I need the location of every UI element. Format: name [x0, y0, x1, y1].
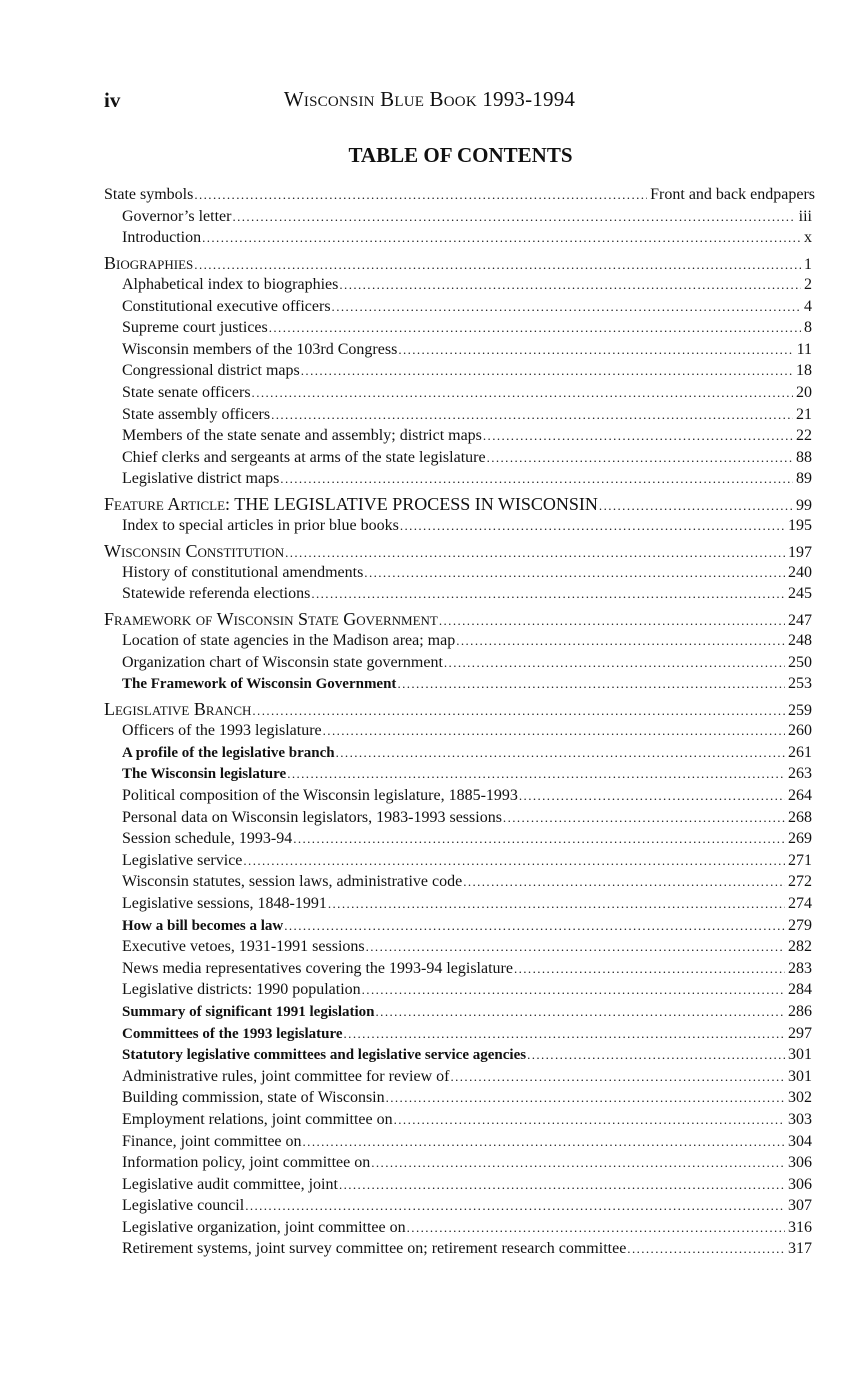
dot-leader	[456, 633, 785, 649]
toc-entry-page: 88	[796, 448, 812, 466]
toc-entry	[0, 632, 859, 654]
toc-entry	[0, 675, 859, 697]
toc-entry-page: 274	[788, 894, 812, 912]
toc-entry-page: 11	[796, 340, 812, 358]
toc-entry	[0, 744, 859, 766]
toc-section-entry	[0, 253, 859, 276]
toc-entry-page: 283	[788, 959, 812, 977]
toc-entry-page: 240	[788, 563, 812, 581]
toc-entry-label: Legislative sessions, 1848-1991	[122, 894, 327, 912]
toc-entry-label: Congressional district maps	[122, 362, 300, 380]
toc-entry	[0, 362, 859, 384]
toc-entry	[0, 1046, 859, 1068]
toc-entry	[0, 1197, 859, 1219]
toc-entry-page: 261	[788, 743, 812, 761]
toc-entry-label: Legislative service	[122, 851, 243, 869]
toc-entry-page: 317	[788, 1240, 812, 1258]
toc-entry-label: Alphabetical index to biographies	[122, 275, 339, 293]
toc-entry-label: Committees of the 1993 legislature	[122, 1025, 343, 1042]
toc-entry-label: Framework of Wisconsin State Government	[104, 609, 438, 630]
toc-entry-page: 1	[804, 255, 812, 273]
toc-entry-page: 253	[788, 675, 812, 693]
toc-entry-page: iii	[798, 207, 812, 225]
running-head: Wisconsin Blue Book 1993-1994	[283, 87, 576, 111]
dot-leader	[202, 230, 801, 246]
dot-leader	[407, 1220, 785, 1236]
table-of-contents	[0, 186, 859, 1262]
toc-entry	[0, 319, 859, 341]
toc-entry-label: Statewide referenda elections	[122, 585, 311, 603]
toc-entry-page: 279	[788, 916, 812, 934]
toc-entry	[0, 298, 859, 320]
dot-leader	[301, 363, 793, 379]
dot-leader	[487, 450, 793, 466]
toc-entry-page: 301	[788, 1046, 812, 1064]
toc-entry	[0, 1176, 859, 1198]
toc-entry-page: 316	[788, 1218, 812, 1236]
dot-leader	[311, 586, 785, 602]
toc-entry	[0, 1003, 859, 1025]
dot-leader	[450, 1069, 785, 1085]
dot-leader	[627, 1241, 785, 1257]
dot-leader	[366, 939, 785, 955]
toc-entry	[0, 470, 859, 492]
dot-leader	[519, 788, 785, 804]
dot-leader	[303, 1134, 785, 1150]
toc-entry-page: 307	[788, 1197, 812, 1215]
toc-entry	[0, 341, 859, 363]
toc-entry-page: 263	[788, 765, 812, 783]
toc-entry	[0, 1025, 859, 1047]
dot-leader	[332, 299, 801, 315]
toc-entry-page: 268	[788, 808, 812, 826]
toc-entry-label: Finance, joint committee on	[122, 1132, 302, 1150]
toc-entry	[0, 1240, 859, 1262]
dot-leader	[336, 745, 785, 761]
toc-entry-label: Wisconsin statutes, session laws, administrative code	[122, 873, 463, 891]
toc-entry-label: A profile of the legislative branch	[122, 744, 335, 761]
toc-entry	[0, 276, 859, 298]
toc-entry-page: 247	[788, 612, 812, 630]
toc-entry	[0, 981, 859, 1003]
toc-entry	[0, 585, 859, 607]
toc-entry-page: 306	[788, 1175, 812, 1193]
toc-entry-label: Biographies	[104, 252, 194, 273]
toc-section-entry	[0, 541, 859, 564]
toc-entry-label: Supreme court justices	[122, 319, 268, 337]
toc-entry	[0, 852, 859, 874]
toc-entry	[0, 449, 859, 471]
toc-entry	[0, 654, 859, 676]
toc-entry-page: 18	[796, 362, 812, 380]
dot-leader	[280, 471, 793, 487]
toc-entry-page: 2	[804, 275, 812, 293]
toc-entry-label: Information policy, joint committee on	[122, 1154, 371, 1172]
toc-entry-label: Introduction	[122, 229, 202, 247]
toc-entry-label: Employment relations, joint committee on	[122, 1110, 393, 1128]
toc-entry	[0, 1111, 859, 1133]
dot-leader	[439, 613, 785, 629]
toc-entry-label: Members of the state senate and assembly; district maps	[122, 427, 482, 445]
toc-entry-label: Legislative council	[122, 1197, 245, 1215]
toc-entry-page: Front and back endpapers	[650, 186, 815, 203]
dot-leader	[323, 723, 785, 739]
toc-entry-page: 8	[804, 319, 812, 337]
toc-entry-page: 271	[788, 851, 812, 869]
toc-section-entry	[0, 494, 859, 517]
toc-entry-page: 259	[788, 702, 812, 720]
dot-leader	[252, 703, 785, 719]
toc-entry	[0, 406, 859, 428]
toc-entry-label: State symbols	[104, 186, 194, 203]
toc-entry-label: Executive vetoes, 1931-1991 sessions	[122, 938, 365, 956]
toc-entry-label: The Framework of Wisconsin Government	[122, 676, 397, 693]
toc-entry-page: 297	[788, 1024, 812, 1042]
dot-leader	[271, 407, 793, 423]
toc-entry-label: The Wisconsin legislature	[122, 766, 287, 783]
toc-entry-page: 282	[788, 938, 812, 956]
toc-entry-label: News media representatives covering the 1993-94 legislature	[122, 959, 513, 977]
toc-entry-label: Legislative organization, joint committee on	[122, 1218, 406, 1236]
dot-leader	[400, 518, 785, 534]
toc-entry-page: 286	[788, 1002, 812, 1020]
toc-entry-page: 99	[796, 496, 812, 514]
dot-leader	[284, 918, 785, 934]
toc-entry-page: 89	[796, 470, 812, 488]
toc-entry-label: State assembly officers	[122, 405, 271, 423]
toc-entry	[0, 917, 859, 939]
toc-entry-label: Chief clerks and sergeants at arms of the state legislature	[122, 448, 486, 466]
dot-leader	[232, 209, 795, 225]
dot-leader	[394, 1112, 785, 1128]
dot-leader	[397, 676, 785, 692]
toc-entry-label: Summary of significant 1991 legislation	[122, 1003, 375, 1020]
toc-entry-page: 264	[788, 787, 812, 804]
toc-entry	[0, 427, 859, 449]
dot-leader	[287, 766, 785, 782]
toc-entry-label: Legislative district maps	[122, 470, 280, 488]
toc-entry-label: Index to special articles in prior blue books	[122, 517, 399, 535]
dot-leader	[527, 1047, 785, 1063]
dot-leader	[398, 342, 793, 358]
toc-entry-label: Administrative rules, joint committee for review of	[122, 1067, 450, 1085]
toc-entry-label: Legislative districts: 1990 population	[122, 981, 361, 999]
toc-entry-page: 248	[788, 632, 812, 650]
toc-entry-label: Governor’s letter	[122, 207, 232, 225]
toc-entry-label: Retirement systems, joint survey committee on; retirement research committee	[122, 1240, 627, 1258]
toc-entry-page: x	[804, 229, 812, 247]
toc-title: TABLE OF CONTENTS	[348, 143, 573, 167]
toc-entry-label: Organization chart of Wisconsin state government	[122, 653, 443, 671]
toc-entry	[0, 1154, 859, 1176]
toc-entry	[0, 1089, 859, 1111]
toc-entry	[0, 895, 859, 917]
toc-entry	[0, 1068, 859, 1090]
toc-entry-label: State senate officers	[122, 383, 251, 401]
dot-leader	[285, 545, 785, 561]
toc-entry	[0, 722, 859, 744]
toc-entry-label: History of constitutional amendments	[122, 563, 364, 581]
dot-leader	[444, 655, 785, 671]
toc-entry-label: Legislative audit committee, joint	[122, 1175, 338, 1193]
toc-section-entry	[0, 609, 859, 632]
toc-entry	[0, 765, 859, 787]
toc-entry-label: Session schedule, 1993-94	[122, 830, 293, 848]
toc-entry-label: Building commission, state of Wisconsin	[122, 1089, 385, 1107]
dot-leader	[243, 853, 785, 869]
toc-entry-label: Legislative Branch	[104, 699, 252, 720]
toc-entry-label: Wisconsin Constitution	[104, 540, 285, 561]
toc-entry	[0, 186, 859, 208]
page-number: iv	[104, 88, 121, 112]
dot-leader	[328, 896, 785, 912]
dot-leader	[362, 982, 785, 998]
dot-leader	[293, 831, 785, 847]
dot-leader	[514, 961, 785, 977]
toc-entry-page: 21	[796, 405, 812, 423]
toc-entry-page: 197	[788, 543, 812, 561]
toc-entry	[0, 517, 859, 539]
dot-leader	[344, 1026, 785, 1042]
toc-entry	[0, 873, 859, 895]
toc-entry-page: 20	[796, 383, 812, 401]
dot-leader	[376, 1004, 785, 1020]
toc-entry-page: 260	[788, 722, 812, 740]
toc-entry-page: 245	[788, 585, 812, 603]
toc-entry-page: 250	[788, 653, 812, 671]
toc-entry	[0, 1133, 859, 1155]
toc-entry-label: Officers of the 1993 legislature	[122, 722, 322, 740]
toc-entry	[0, 809, 859, 831]
toc-entry	[0, 1219, 859, 1241]
toc-entry-label: Political composition of the Wisconsin legislature, 1885-1993	[122, 787, 518, 804]
toc-entry-page: 269	[788, 830, 812, 848]
toc-entry-page: 303	[788, 1110, 812, 1128]
toc-entry-label: Constitutional executive officers	[122, 297, 331, 315]
toc-entry-page: 284	[788, 981, 812, 999]
dot-leader	[339, 1177, 785, 1193]
dot-leader	[245, 1198, 785, 1214]
dot-leader	[194, 187, 647, 203]
toc-entry-page: 304	[788, 1132, 812, 1150]
toc-entry-page: 301	[788, 1067, 812, 1085]
dot-leader	[463, 874, 785, 890]
dot-leader	[364, 565, 785, 581]
toc-entry	[0, 787, 859, 809]
toc-entry	[0, 229, 859, 251]
dot-leader	[386, 1090, 785, 1106]
dot-leader	[269, 320, 801, 336]
toc-entry-page: 22	[796, 427, 812, 445]
dot-leader	[599, 498, 793, 514]
dot-leader	[483, 428, 793, 444]
dot-leader	[194, 257, 801, 273]
toc-entry-label: Statutory legislative committees and legislative service agencies	[122, 1047, 527, 1064]
dot-leader	[503, 810, 785, 826]
toc-entry-label: Wisconsin members of the 103rd Congress	[122, 340, 398, 358]
toc-entry-label: How a bill becomes a law	[122, 917, 284, 934]
toc-entry	[0, 960, 859, 982]
toc-entry-label: Location of state agencies in the Madison area; map	[122, 632, 456, 650]
toc-entry-page: 195	[788, 517, 812, 535]
toc-entry	[0, 938, 859, 960]
toc-entry	[0, 564, 859, 586]
toc-section-entry	[0, 699, 859, 722]
dot-leader	[252, 385, 793, 401]
dot-leader	[371, 1155, 785, 1171]
toc-entry-page: 4	[804, 297, 812, 315]
toc-entry-label: Personal data on Wisconsin legislators, 1983-1993 sessions	[122, 808, 502, 826]
toc-entry-page: 306	[788, 1154, 812, 1172]
dot-leader	[339, 277, 801, 293]
toc-entry	[0, 208, 859, 230]
toc-entry-page: 272	[788, 873, 812, 891]
toc-entry-page: 302	[788, 1089, 812, 1107]
toc-entry-label: Feature Article: THE LEGISLATIVE PROCESS IN WISCONSIN	[104, 493, 598, 514]
toc-entry	[0, 384, 859, 406]
toc-entry	[0, 830, 859, 852]
